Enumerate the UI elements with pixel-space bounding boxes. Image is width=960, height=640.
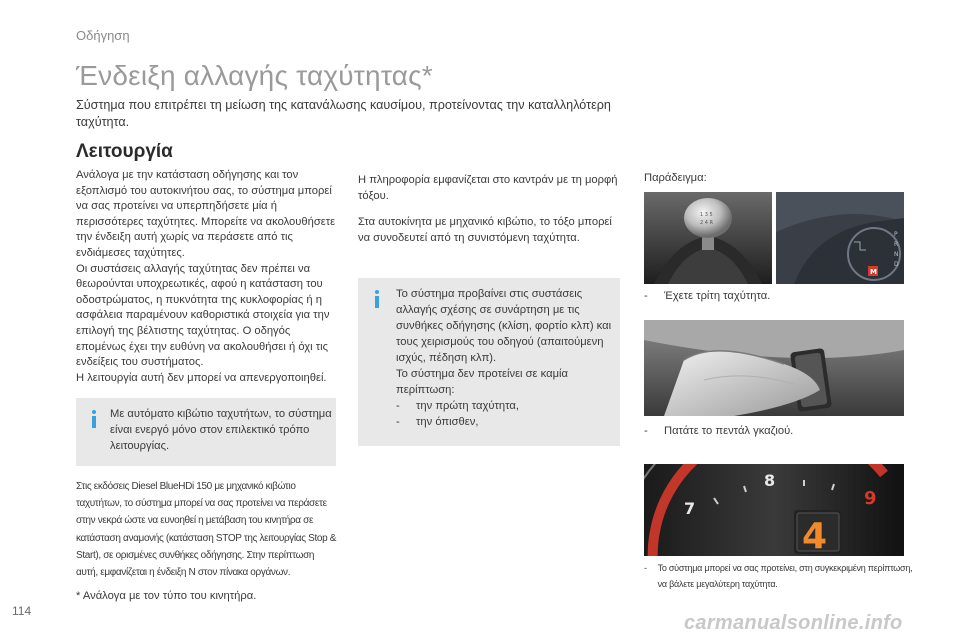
example-heading: Παράδειγμα: (644, 172, 707, 184)
info-icon (89, 410, 99, 430)
watermark: carmanualsonline.info (684, 612, 903, 634)
footnote: * Ανάλογα με τον τύπο του κινητήρα. (76, 590, 257, 602)
example-illustration-2 (644, 320, 904, 416)
info-text: Με αυτόματο κιβώτιο ταχυτήτων, το σύστημα είναι ενεργό μόνο στον επιλεκτικό τρόπο λειτουργίας. (110, 408, 332, 452)
middle-paragraph: Η πληροφορία εμφανίζεται στο καντράν με τη μορφή τόξου. (358, 174, 618, 202)
svg-text:9: 9 (864, 488, 877, 509)
middle-text (358, 172, 620, 246)
page-title: Ένδειξη αλλαγής ταχύτητας* (76, 60, 433, 91)
operation-paragraph: Οι συστάσεις αλλαγής ταχύτητας δεν πρέπει να θεωρούνται υποχρεωτικές, αφού η κατάσταση του οδοστρώματος, η πυκνότητα της κυκλοφορίας ή η ασφάλεια παραμένουν καθοριστικά στοιχεία για την επιλογή της βέλτιστης ταχύτητας. Ο οδηγός επομένως έχει την ευθύνη να ακολουθήσει ή όχι τις ενδείξεις του συστήματος. (76, 262, 330, 369)
example-step-3: - Το σύστημα μπορεί να σας προτείνει, στη συγκεκριμένη περίπτωση, να βάλετε μεγαλύτερη ταχύτητα. (644, 563, 913, 589)
middle-paragraph: Στα αυτοκίνητα με μηχανικό κιβώτιο, το τόξο μπορεί να συνοδευτεί από τη συνιστόμενη ταχύτητα. (358, 216, 612, 244)
operation-paragraph: Ανάλογα με την κατάσταση οδήγησης και τον εξοπλισμό του αυτοκινήτου σας, το σύστημα μπορεί να σας προτείνει να υπερπηδήσετε μία ή περισσότερες ταχύτητες. Μπορείτε να ακολουθήσετε την ένδειξη αυτή χωρίς να περάσετε από τις ενδιάμεσες ταχύτητες. (76, 169, 336, 259)
svg-text:P: P (894, 231, 898, 238)
operation-text (76, 168, 338, 386)
info-line: Το σύστημα δεν προτείνει σε καμία περίπτωση: (396, 368, 568, 396)
operation-paragraph: Η λειτουργία αυτή δεν μπορεί να απενεργοποιηθεί. (76, 371, 327, 384)
page-number: 114 (12, 604, 32, 618)
example-illustration-1 (644, 192, 904, 284)
operation-heading: Λειτουργία (76, 141, 173, 162)
example-step-1: - Έχετε τρίτη ταχύτητα. (644, 290, 771, 302)
page-subtitle: Σύστημα που επιτρέπει τη μείωση της κατανάλωσης καυσίμου, προτείνοντας την καταλληλότερη ταχύτητα. (76, 98, 611, 129)
section-header: Οδήγηση (76, 28, 130, 43)
svg-text:8: 8 (764, 471, 776, 490)
info-line: Το σύστημα προβαίνει στις συστάσεις αλλαγής σχέσης σε συνάρτηση με τις συνθήκες οδήγησης (κλίση, φορτίο κλπ) και τους χειρισμούς του οδηγού (απαιτούμενη ισχύς, πέδηση κλπ). (396, 288, 612, 364)
list-item: - την πρώτη ταχύτητα, (396, 400, 519, 412)
svg-text:4: 4 (802, 516, 828, 556)
svg-text:7: 7 (684, 499, 696, 518)
info-box-automatic (76, 398, 336, 466)
list-item: - την όπισθεν, (396, 416, 479, 428)
svg-text:N: N (894, 251, 899, 258)
svg-text:D: D (894, 261, 899, 268)
svg-text:R: R (894, 241, 899, 248)
example-step-2: - Πατάτε το πεντάλ γκαζιού. (644, 425, 794, 437)
svg-text:2 4 R: 2 4 R (700, 220, 714, 226)
diesel-note: Στις εκδόσεις Diesel BlueHDi 150 με μηχανικό κιβώτιο ταχυτήτων, το σύστημα μπορεί να σας προτείνει να περάσετε στην νεκρά ώστε να ευνοηθεί η μετάβαση του κινητήρα σε κατάσταση αναμονής (κατάσταση STOP της λειτουργίας Stop & Start), σε ορισμένες συνθήκες οδήγησης. Στην περίπτωση αυτή, εμφανίζεται η ένδειξη N στον πίνακα οργάνων. (76, 481, 337, 579)
svg-text:M: M (870, 268, 877, 276)
example-illustration-3 (644, 464, 904, 556)
svg-text:1 3 5: 1 3 5 (700, 212, 713, 218)
info-text (396, 286, 614, 430)
info-icon (372, 290, 382, 310)
info-box-conditions (358, 278, 620, 446)
